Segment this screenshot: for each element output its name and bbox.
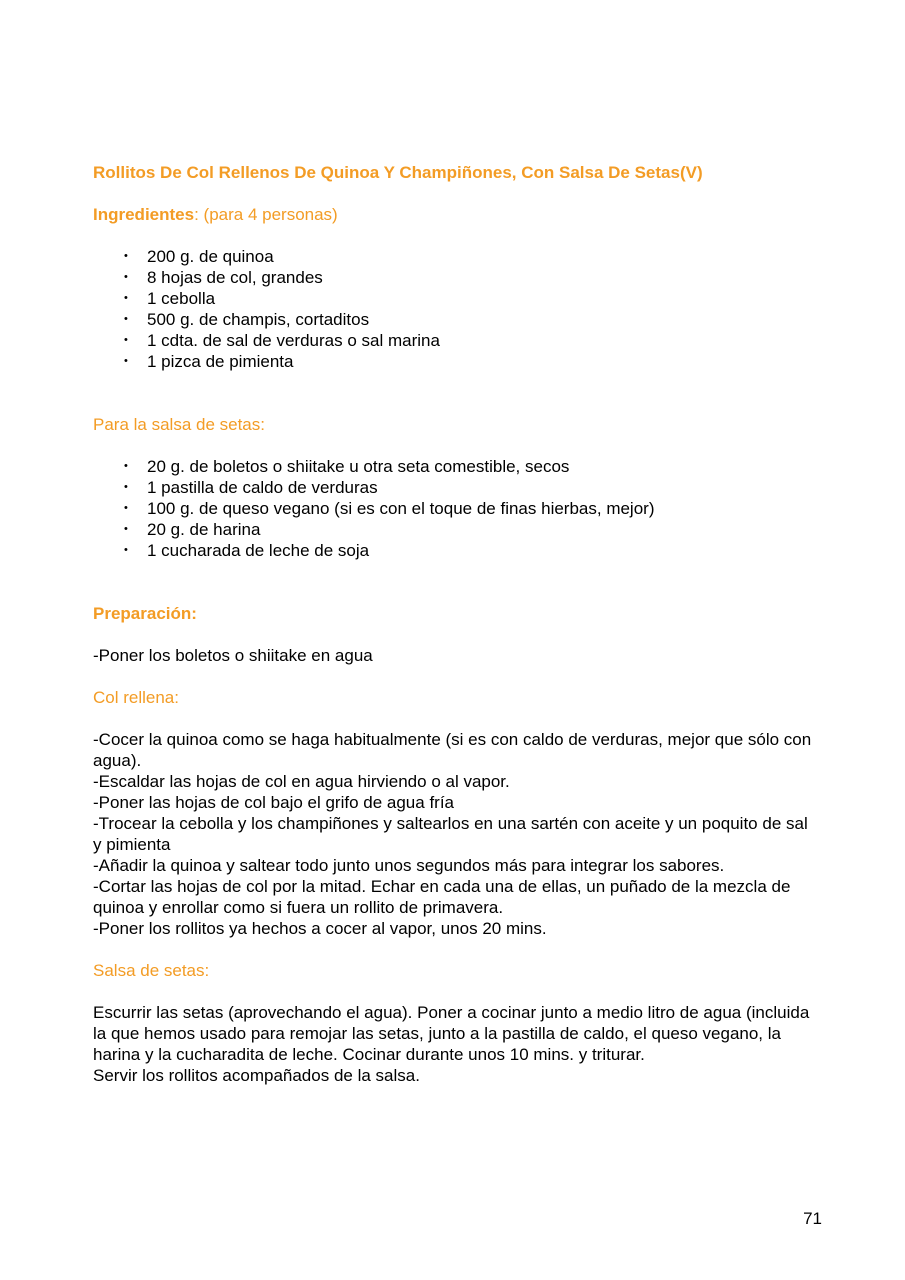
preparation-heading: Preparación: bbox=[93, 604, 197, 623]
ingredients-list bbox=[93, 246, 813, 372]
bullet-icon: • bbox=[124, 271, 128, 283]
col-step: -Cortar las hojas de col por la mitad. Echar en cada una de ellas, un puñado de la mezcla de quinoa y enrollar como si fuera un rollito de primavera. bbox=[93, 877, 791, 917]
recipe-title: Rollitos De Col Rellenos De Quinoa Y Champiñones, Con Salsa De Setas(V) bbox=[93, 163, 703, 182]
bullet-icon: • bbox=[124, 355, 128, 367]
page-number: 71 bbox=[803, 1209, 822, 1228]
list-item: • 1 pizca de pimienta bbox=[124, 352, 294, 371]
bullet-icon: • bbox=[124, 292, 128, 304]
col-step: -Trocear la cebolla y los champiñones y saltearlos en una sartén con aceite y un poquito de sal y pimienta bbox=[93, 814, 808, 854]
list-item: • 1 cebolla bbox=[124, 289, 216, 308]
serve-text: Servir los rollitos acompañados de la salsa. bbox=[93, 1066, 420, 1085]
bullet-icon: • bbox=[124, 313, 128, 325]
bullet-icon: • bbox=[124, 523, 128, 535]
list-item: • 20 g. de harina bbox=[124, 520, 261, 539]
list-item: • 1 cdta. de sal de verduras o sal marina bbox=[124, 331, 440, 350]
col-step: -Poner las hojas de col bajo el grifo de agua fría bbox=[93, 793, 455, 812]
list-item: • 500 g. de champis, cortaditos bbox=[124, 310, 370, 329]
preparation-intro: -Poner los boletos o shiitake en agua bbox=[93, 646, 373, 665]
salsa-text: Escurrir las setas (aprovechando el agua). Poner a cocinar junto a medio litro de agua (incluida la que hemos usado para remojar las setas, junto a la pastilla de caldo, el queso vegano, la harina y la cucharadita de leche. Cocinar durante unos 10 mins. y triturar. bbox=[93, 1003, 810, 1064]
col-heading: Col rellena: bbox=[93, 688, 179, 707]
bullet-icon: • bbox=[124, 481, 128, 493]
col-step: -Poner los rollitos ya hechos a cocer al vapor, unos 20 mins. bbox=[93, 919, 547, 938]
col-step: -Escaldar las hojas de col en agua hirviendo o al vapor. bbox=[93, 772, 510, 791]
bullet-icon: • bbox=[124, 334, 128, 346]
list-item: • 1 pastilla de caldo de verduras bbox=[124, 478, 378, 497]
ingredients-heading-line bbox=[93, 204, 813, 225]
bullet-icon: • bbox=[124, 250, 128, 262]
list-item: • 20 g. de boletos o shiitake u otra seta comestible, secos bbox=[124, 457, 570, 476]
sauce-ingredients-list bbox=[93, 456, 813, 561]
col-step: -Añadir la quinoa y saltear todo junto unos segundos más para integrar los sabores. bbox=[93, 856, 725, 875]
col-step: -Cocer la quinoa como se haga habitualmente (si es con caldo de verduras, mejor que sólo con agua). bbox=[93, 730, 812, 770]
ingredients-heading: Ingredientes bbox=[93, 205, 195, 224]
bullet-icon: • bbox=[124, 544, 128, 556]
list-item: • 1 cucharada de leche de soja bbox=[124, 541, 370, 560]
list-item: • 100 g. de queso vegano (si es con el toque de finas hierbas, mejor) bbox=[124, 499, 655, 518]
bullet-icon: • bbox=[124, 502, 128, 514]
salsa-heading: Salsa de setas: bbox=[93, 961, 210, 980]
list-item: • 200 g. de quinoa bbox=[124, 247, 274, 266]
recipe-page bbox=[93, 162, 813, 1086]
ingredients-note: : (para 4 personas) bbox=[194, 205, 338, 224]
list-item: • 8 hojas de col, grandes bbox=[124, 268, 323, 287]
sauce-heading: Para la salsa de setas: bbox=[93, 415, 265, 434]
bullet-icon: • bbox=[124, 460, 128, 472]
